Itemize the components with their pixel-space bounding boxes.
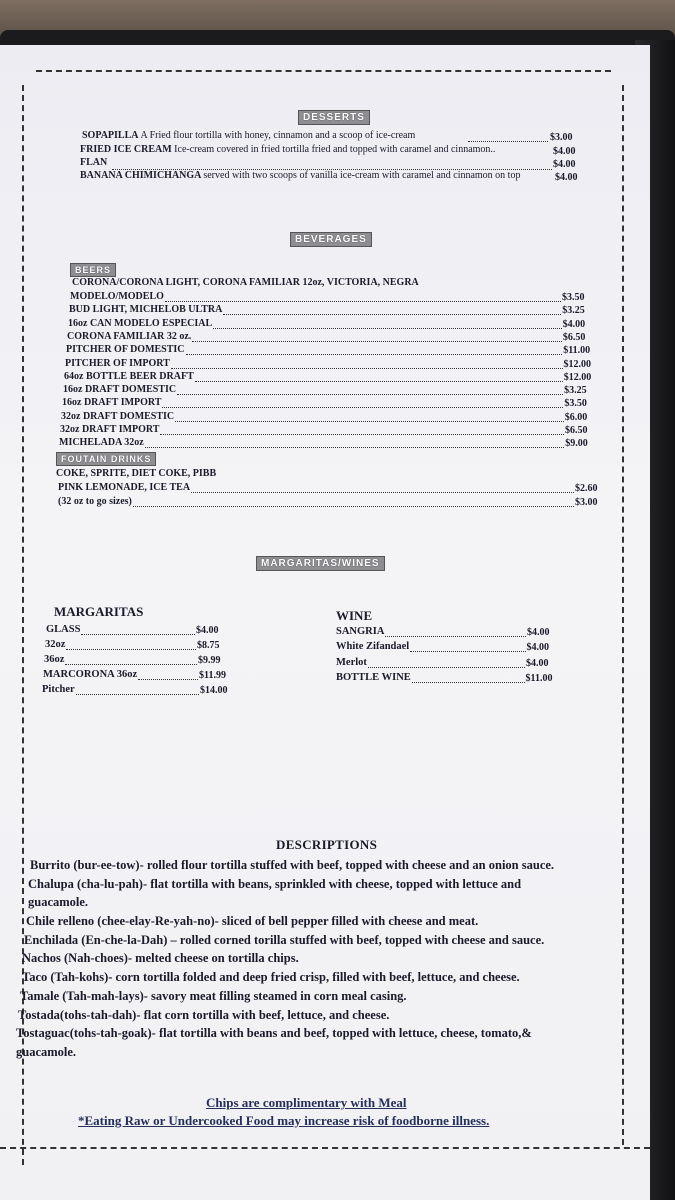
beer-item-price: $11.00 <box>563 345 591 357</box>
description-line: guacamole. <box>28 895 89 909</box>
dessert-item: SOPAPILLA A Fried flour tortilla with honey, cinnamon and a scoop of ice-cream <box>82 130 416 141</box>
wine-item-price: $4.00 <box>526 657 549 669</box>
leader-dots <box>76 694 199 695</box>
beer-item-price: $9.00 <box>565 438 588 450</box>
margarita-item-price: $8.75 <box>197 640 220 651</box>
margarita-item-price: $14.00 <box>200 685 228 696</box>
wine-title: WINE <box>336 608 373 623</box>
dessert-price: $4.00 <box>555 172 578 183</box>
beer-item-price: $3.25 <box>562 305 585 317</box>
margarita-item: 32oz <box>45 639 66 650</box>
leader-dots <box>192 341 562 342</box>
description-line: Chile relleno (chee-elay-Re-yah-no)- sliced of bell pepper filled with cheese and meat. <box>26 914 479 928</box>
beer-item-price: $3.50 <box>564 398 587 410</box>
description-line: Taco (Tah-kohs)- corn tortilla folded and deep fried crisp, filled with beef, lettuce, and cheese. <box>22 970 520 984</box>
beer-item-price: $3.25 <box>564 385 587 397</box>
beers-label: BEERS <box>70 263 116 277</box>
fountain-item-price: $3.00 <box>575 497 598 508</box>
wine-item-price: $4.00 <box>526 642 549 654</box>
leader-dots <box>223 314 561 315</box>
wine-item-price: $4.00 <box>527 627 550 638</box>
beverages-heading: BEVERAGES <box>290 232 372 247</box>
leader-dots <box>145 447 564 448</box>
desserts-heading: DESSERTS <box>298 110 370 125</box>
leader-dots <box>177 394 563 395</box>
beer-item-price: $3.50 <box>562 292 585 303</box>
margarita-item: MARCORONA 36oz <box>43 669 138 680</box>
leader-dots <box>191 492 574 493</box>
dessert-price: $4.00 <box>553 159 576 170</box>
beer-item: MICHELADA 32oz <box>59 437 144 449</box>
dashed-border-top <box>36 70 611 72</box>
wine-item: White Zifandael <box>336 641 410 653</box>
beer-item: BUD LIGHT, MICHELOB ULTRA <box>69 304 223 316</box>
fountain-item: (32 oz to go sizes) <box>58 496 132 507</box>
dessert-item: BANANA CHIMICHANGA served with two scoops of vanilla ice-cream with caramel and cinnamon on top <box>80 170 521 181</box>
dashed-border-bottom <box>0 1147 650 1149</box>
beer-item: 16oz DRAFT IMPORT <box>62 397 162 409</box>
margarita-item: 36oz <box>44 654 65 665</box>
leader-dots <box>65 664 197 665</box>
beer-item-price: $6.00 <box>564 411 588 423</box>
fountain-item-price: $2.60 <box>575 483 598 494</box>
beer-item-price: $6.50 <box>565 425 588 436</box>
leader-dots <box>160 434 564 435</box>
beer-item: MODELO/MODELO <box>70 291 164 302</box>
dessert-price: $3.00 <box>550 132 573 143</box>
description-line: Burrito (bur-ee-tow)- rolled flour tortilla stuffed with beef, topped with cheese and an onion sauce. <box>30 858 555 872</box>
beer-item: 32oz DRAFT IMPORT <box>60 424 160 435</box>
wine-item-price: $11.00 <box>525 672 553 684</box>
beer-item: 64oz BOTTLE BEER DRAFT <box>64 370 194 382</box>
beers-intro: CORONA/CORONA LIGHT, CORONA FAMILIAR 12oz, VICTORIA, NEGRA <box>72 277 419 288</box>
margarita-item-price: $9.99 <box>198 655 221 666</box>
fountain-label: FOUTAIN DRINKS <box>56 452 156 466</box>
beer-item: PITCHER OF IMPORT <box>65 357 170 369</box>
leader-dots <box>162 407 563 408</box>
leader-dots <box>165 301 561 302</box>
description-line: Tostada(tohs-tah-dah)- flat corn tortilla with beef, lettuce, and cheese. <box>18 1008 390 1022</box>
dessert-item: FLAN <box>80 157 108 168</box>
leader-dots <box>213 328 562 329</box>
wine-item: SANGRIA <box>336 626 385 637</box>
leader-dots <box>138 679 198 680</box>
fountain-item: PINK LEMONADE, ICE TEA <box>58 482 191 493</box>
dashed-border-right <box>622 85 624 1145</box>
dessert-price: $4.00 <box>553 146 576 157</box>
description-line: Tostaguac(tohs-tah-goak)- flat tortilla with beans and beef, topped with lettuce, cheese, tomato,& <box>16 1026 532 1040</box>
margarita-item-price: $11.99 <box>199 670 226 681</box>
beer-item-price: $12.00 <box>563 358 591 370</box>
description-line: guacamole. <box>16 1045 77 1059</box>
description-line: Chalupa (cha-lu-pah)- flat tortilla with beans, sprinkled with cheese, topped with lettuce and <box>28 877 522 891</box>
beer-item-price: $12.00 <box>563 371 592 383</box>
beer-item: PITCHER OF DOMESTIC <box>66 344 185 356</box>
dessert-item: FRIED ICE CREAM Ice-cream covered in fried tortilla fried and topped with caramel and cinnamon.. <box>80 144 496 155</box>
description-line: Nachos (Nah-choes)- melted cheese on tortilla chips. <box>22 951 299 965</box>
fountain-intro: COKE, SPRITE, DIET COKE, PIBB <box>56 468 217 479</box>
margarita-item: GLASS <box>46 624 81 635</box>
description-line: Tamale (Tah-mah-lays)- savory meat filling steamed in corn meal casing. <box>20 989 407 1003</box>
beer-item: 32oz DRAFT DOMESTIC <box>61 410 175 422</box>
margaritas-title: MARGARITAS <box>54 604 144 619</box>
leader-dots <box>81 634 195 635</box>
leader-dots <box>195 381 563 382</box>
beer-item-price: $4.00 <box>562 318 586 330</box>
leader-dots <box>175 421 564 422</box>
leader-dots <box>368 667 525 668</box>
wine-item: BOTTLE WINE <box>336 671 411 683</box>
leader-dots <box>171 368 563 369</box>
leader-dots <box>385 636 526 637</box>
wine-item: Merlot <box>336 656 367 668</box>
chips-note: Chips are complimentary with Meal <box>206 1095 407 1110</box>
beer-item-price: $6.50 <box>562 331 586 343</box>
leader-dots <box>133 506 574 507</box>
beer-item: 16oz DRAFT DOMESTIC <box>63 384 177 396</box>
leader-dots <box>410 651 526 652</box>
leader-dots <box>412 682 525 683</box>
food-warning: *Eating Raw or Undercooked Food may increase risk of foodborne illness. <box>78 1113 490 1128</box>
leader-dots <box>186 354 562 355</box>
margarita-item-price: $4.00 <box>196 625 219 636</box>
description-line: Enchilada (En-che-la-Dah) – rolled corned torilla stuffed with beef, topped with cheese and sauce. <box>24 933 545 947</box>
descriptions-title: DESCRIPTIONS <box>276 837 378 852</box>
margaritas-wines-heading: MARGARITAS/WINES <box>256 556 385 571</box>
beer-item: 16oz CAN MODELO ESPECIAL <box>68 317 213 329</box>
menu-page <box>0 45 650 1200</box>
leader-dots <box>66 649 196 650</box>
beer-item: CORONA FAMILIAR 32 oz. <box>67 330 192 342</box>
margarita-item: Pitcher <box>42 684 75 695</box>
